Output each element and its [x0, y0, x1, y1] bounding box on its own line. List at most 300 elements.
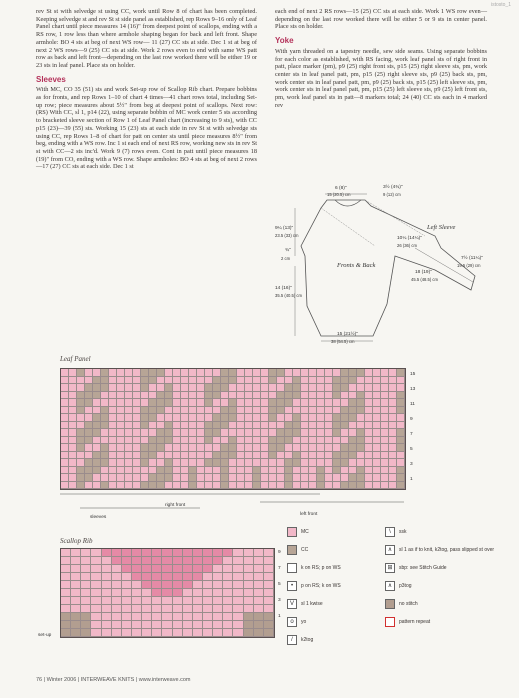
chart-cell: [373, 384, 381, 392]
chart-cell: [285, 414, 293, 422]
chart-cell: [183, 565, 193, 573]
chart-cell: [277, 369, 285, 377]
chart-cell: [341, 482, 349, 490]
chart-cell: [157, 474, 165, 482]
chart-cell: [389, 482, 397, 490]
chart-cell: [93, 414, 101, 422]
chart-cell: [254, 613, 264, 621]
chart-cell: [357, 474, 365, 482]
chart-cell: [61, 613, 71, 621]
chart-cell: [223, 597, 233, 605]
chart-cell: [91, 629, 101, 637]
chart-cell: [91, 549, 101, 557]
chart-cell: [203, 597, 213, 605]
chart-cell: [285, 459, 293, 467]
chart-cell: [173, 444, 181, 452]
chart-cell: [397, 474, 405, 482]
chart-cell: [317, 444, 325, 452]
chart-cell: [77, 467, 85, 475]
chart-cell: [183, 613, 193, 621]
chart-cell: [389, 392, 397, 400]
chart-cell: [277, 474, 285, 482]
chart-cell: [357, 452, 365, 460]
chart-cell: [183, 605, 193, 613]
chart-cell: [122, 629, 132, 637]
chart-cell: [173, 549, 183, 557]
chart-cell: [269, 369, 277, 377]
chart-cell: [221, 422, 229, 430]
chart-cell: [133, 392, 141, 400]
chart-cell: [173, 629, 183, 637]
chart-cell: [205, 369, 213, 377]
chart-cell: [141, 452, 149, 460]
chart-cell: [341, 444, 349, 452]
chart-cell: [253, 399, 261, 407]
chart-cell: [237, 407, 245, 415]
chart-cell: [397, 429, 405, 437]
chart-cell: [173, 605, 183, 613]
chart-cell: [69, 422, 77, 430]
chart-cell: [285, 422, 293, 430]
chart-cell: [69, 414, 77, 422]
chart-cell: [197, 399, 205, 407]
chart-cell: [61, 437, 69, 445]
chart-cell: [157, 452, 165, 460]
chart-cell: [85, 482, 93, 490]
legend-swatch: ∧: [385, 581, 395, 591]
row-number: 1: [278, 614, 281, 619]
chart-cell: [61, 429, 69, 437]
chart-cell: [117, 384, 125, 392]
chart-cell: [157, 369, 165, 377]
chart-cell: [233, 565, 243, 573]
legend-label: p3tog: [399, 583, 412, 589]
chart-cell: [205, 422, 213, 430]
chart-cell: [61, 581, 71, 589]
chart-cell: [112, 613, 122, 621]
chart-cell: [85, 399, 93, 407]
chart-cell: [93, 422, 101, 430]
chart-cell: [109, 392, 117, 400]
chart-cell: [162, 597, 172, 605]
chart-cell: [157, 392, 165, 400]
chart-cell: [122, 613, 132, 621]
chart-cell: [117, 422, 125, 430]
chart-cell: [203, 581, 213, 589]
chart-cell: [165, 429, 173, 437]
chart-cell: [264, 581, 274, 589]
chart-cell: [102, 557, 112, 565]
legend-swatch: \: [385, 527, 395, 537]
chart-cell: [71, 613, 81, 621]
chart-cell: [221, 384, 229, 392]
chart-cell: [61, 573, 71, 581]
chart-cell: [141, 407, 149, 415]
chart-cell: [349, 369, 357, 377]
chart-cell: [152, 613, 162, 621]
chart-cell: [165, 392, 173, 400]
chart-cell: [197, 369, 205, 377]
chart-cell: [365, 429, 373, 437]
legend-swatch: [287, 527, 297, 537]
chart-cell: [301, 399, 309, 407]
chart-cell: [183, 589, 193, 597]
chart-cell: [181, 482, 189, 490]
chart-cell: [205, 429, 213, 437]
chart-cell: [389, 422, 397, 430]
chart-cell: [61, 621, 71, 629]
chart-cell: [229, 474, 237, 482]
chart-cell: [102, 597, 112, 605]
chart-cell: [373, 452, 381, 460]
chart-cell: [357, 407, 365, 415]
chart-cell: [381, 392, 389, 400]
chart-cell: [237, 384, 245, 392]
chart-cell: [293, 414, 301, 422]
chart-cell: [229, 422, 237, 430]
chart-cell: [61, 444, 69, 452]
chart-cell: [253, 377, 261, 385]
chart-cell: [301, 407, 309, 415]
chart-cell: [189, 392, 197, 400]
chart-cell: [71, 573, 81, 581]
chart-cell: [245, 474, 253, 482]
chart-cell: [93, 452, 101, 460]
chart-cell: [162, 613, 172, 621]
chart-cell: [245, 429, 253, 437]
chart-cell: [203, 605, 213, 613]
chart-cell: [389, 452, 397, 460]
row-number: 15: [410, 372, 416, 377]
chart-cell: [173, 437, 181, 445]
chart-cell: [61, 459, 69, 467]
chart-cell: [301, 452, 309, 460]
chart-cell: [133, 377, 141, 385]
chart-cell: [285, 444, 293, 452]
chart-cell: [181, 369, 189, 377]
chart-cell: [264, 629, 274, 637]
chart-cell: [301, 459, 309, 467]
chart-cell: [301, 482, 309, 490]
chart-cell: [112, 621, 122, 629]
chart-cell: [269, 444, 277, 452]
chart-cell: [193, 597, 203, 605]
chart-cell: [397, 437, 405, 445]
schematic-body-length-cm: 35.5 (40.5) cm: [275, 293, 302, 298]
chart-cell: [233, 597, 243, 605]
chart-cell: [117, 369, 125, 377]
chart-cell: [141, 414, 149, 422]
chart-cell: [91, 581, 101, 589]
chart-cell: [253, 414, 261, 422]
chart-cell: [229, 377, 237, 385]
chart-cell: [117, 444, 125, 452]
chart-cell: [269, 384, 277, 392]
chart-cell: [349, 437, 357, 445]
chart-cell: [301, 437, 309, 445]
right-paragraph-1: each end of next 2 RS rows—15 (25) CC sts at each side. Work 1 WS row even—depending on the last row worked there will be either 5 or 9 sts in center panel. Place sts on holder.: [275, 8, 487, 31]
chart-cell: [365, 467, 373, 475]
chart-cell: [91, 573, 101, 581]
chart-cell: [189, 407, 197, 415]
chart-cell: [189, 482, 197, 490]
chart-cell: [91, 557, 101, 565]
chart-cell: [365, 459, 373, 467]
chart-cell: [109, 384, 117, 392]
left-paragraph-2: With MC, CO 35 (51) sts and work Set-up row of Scallop Rib chart. Prepare bobbins as for fronts, and rep Rows 1–10 of chart 4 times—41 chart rows total, including Set-up row; piece measures about 5½" from beg at deepest point of scallops. Next row: (RS) With CC, sl 1, p14 (22), using separate bobbin of MC work center 5 sts according to bracketed sleeve section of Row 1 of Leaf Panel chart (increasing to 9 sts), with CC p15 (23)—39 (55) sts. Working 15 (23) sts at each side in rev St st with selvedge sts using CC, rep Rows 1–8 of chart for patt on center sts until piece measures 8½" from beg, ending with a WS row. Inc 1 st each end of next RS row, working new sts in rev St st with CC—2 sts inc'd. Work 9 (7) rows even. Cont in patt until piece measures 18 (19)" from CO, ending with a WS row. Shape armholes: BO 4 sts at beg of next 2 rows—17 (27) CC sts at each side. Dec 1 st: [36, 86, 257, 171]
chart-cell: [221, 377, 229, 385]
schematic-neck-drop-cm: 9 (12) cm: [383, 192, 401, 197]
chart-cell: [293, 474, 301, 482]
chart-cell: [61, 589, 71, 597]
chart-cell: [389, 369, 397, 377]
sleeves-heading: Sleeves: [36, 74, 66, 84]
chart-cell: [293, 377, 301, 385]
chart-cell: [389, 444, 397, 452]
chart-cell: [317, 399, 325, 407]
schematic-shoulder-cm: 2 cm: [281, 256, 291, 261]
chart-cell: [77, 482, 85, 490]
chart-cell: [112, 605, 122, 613]
legend-label: yo: [301, 619, 307, 625]
chart-cell: [125, 422, 133, 430]
chart-cell: [197, 452, 205, 460]
chart-cell: [261, 482, 269, 490]
chart-cell: [69, 467, 77, 475]
chart-cell: [77, 414, 85, 422]
chart-cell: [237, 437, 245, 445]
chart-cell: [341, 467, 349, 475]
chart-cell: [341, 369, 349, 377]
chart-cell: [229, 459, 237, 467]
chart-cell: [181, 407, 189, 415]
chart-cell: [373, 474, 381, 482]
leaf-sleeves-label: sleeves: [90, 515, 107, 520]
left-paragraph-1: rev St st with selvedge st using CC, work until Row 8 of chart has been completed. Keeping selvedge st and rev St st side panel as established, rep Rows 9–16 only of Leaf Panel chart until piece measures 14 (16)" from deepest point of scallops, ending with a RS row, 1 row less than where armhole shaping began for back and left front. Shape armhole: BO 4 sts at beg of next WS row— 11 (27) CC sts at side. Dec 1 st at beg of next 2 WS rows—9 (25) CC sts at side. Work 2 rows even to end with same WS patt row as back and left front—depending on the last row worked there will be either 19 or 23 sts in leaf panel. Place sts on holder.: [36, 8, 257, 69]
chart-cell: [244, 573, 254, 581]
chart-cell: [264, 613, 274, 621]
chart-cell: [181, 392, 189, 400]
chart-cell: [373, 377, 381, 385]
schematic-sleeve-length: 18 (19)": [415, 270, 432, 275]
legend-label: ssk: [399, 529, 407, 535]
chart-cell: [397, 377, 405, 385]
chart-cell: [61, 414, 69, 422]
chart-cell: [125, 444, 133, 452]
left-text-column: [36, 8, 257, 171]
chart-cell: [193, 565, 203, 573]
legend-swatch: ⊞: [385, 563, 395, 573]
chart-cell: [189, 377, 197, 385]
schematic-hem-width-cm: 38 (54.5) cm: [331, 339, 355, 344]
chart-cell: [142, 613, 152, 621]
chart-cell: [349, 482, 357, 490]
chart-cell: [189, 422, 197, 430]
chart-cell: [381, 422, 389, 430]
chart-cell: [149, 422, 157, 430]
chart-cell: [349, 429, 357, 437]
chart-cell: [133, 452, 141, 460]
chart-cell: [213, 414, 221, 422]
chart-cell: [223, 629, 233, 637]
chart-cell: [81, 573, 91, 581]
chart-cell: [237, 414, 245, 422]
chart-cell: [333, 482, 341, 490]
chart-cell: [101, 369, 109, 377]
schematic-cuff-cm: 19.5 (29) cm: [457, 263, 481, 268]
chart-cell: [125, 474, 133, 482]
legend-item: [287, 599, 381, 609]
chart-cell: [254, 605, 264, 613]
legend-item: [385, 617, 495, 627]
chart-cell: [162, 605, 172, 613]
chart-cell: [157, 399, 165, 407]
chart-cell: [165, 437, 173, 445]
chart-cell: [317, 384, 325, 392]
chart-cell: [101, 452, 109, 460]
chart-cell: [157, 429, 165, 437]
chart-cell: [317, 482, 325, 490]
chart-cell: [189, 467, 197, 475]
chart-cell: [101, 414, 109, 422]
legend-item: [385, 563, 495, 573]
chart-cell: [357, 437, 365, 445]
chart-cell: [397, 459, 405, 467]
chart-cell: [152, 565, 162, 573]
chart-cell: [285, 437, 293, 445]
chart-cell: [157, 407, 165, 415]
chart-cell: [165, 407, 173, 415]
chart-cell: [285, 392, 293, 400]
chart-cell: [69, 474, 77, 482]
chart-cell: [357, 429, 365, 437]
chart-cell: [141, 482, 149, 490]
right-paragraph-2: With yarn threaded on a tapestry needle, sew side seams. Using separate bobbins for each color as established, with RS facing, work leaf panel sts of right front in patt, place marker (pm), p9 (25) right front sts, p15 (25) right sleeve sts, pm, work center sts in leaf panel patt, pm, p15 (25) right sleeve sts, p9 (25) back sts, pm, work center sts in leaf panel patt, pm, p9 (25) back sts, p15 (25) left sleeve sts, pm, work center sts in leaf panel patt, pm, p15 (25) left sleeve sts, p9 (25) left front sts, pm, work leaf panel sts in patt—8 markers total; 24 (40) CC sts each in 4 marked rev: [275, 47, 487, 109]
chart-cell: [277, 444, 285, 452]
row-number: 5: [278, 582, 281, 587]
chart-cell: [397, 392, 405, 400]
chart-cell: [142, 557, 152, 565]
chart-cell: [245, 459, 253, 467]
chart-cell: [205, 392, 213, 400]
chart-cell: [193, 589, 203, 597]
chart-cell: [173, 474, 181, 482]
chart-cell: [193, 549, 203, 557]
chart-cell: [189, 459, 197, 467]
chart-cell: [203, 629, 213, 637]
chart-cell: [81, 557, 91, 565]
chart-cell: [189, 452, 197, 460]
chart-cell: [152, 597, 162, 605]
chart-cell: [109, 369, 117, 377]
chart-cell: [357, 422, 365, 430]
chart-cell: [285, 482, 293, 490]
chart-cell: [162, 581, 172, 589]
chart-cell: [293, 437, 301, 445]
chart-cell: [101, 392, 109, 400]
row-number: 7: [410, 432, 413, 437]
chart-cell: [93, 399, 101, 407]
chart-cell: [397, 369, 405, 377]
chart-cell: [117, 377, 125, 385]
row-number: 9: [410, 417, 413, 422]
chart-cell: [157, 384, 165, 392]
row-number: 3: [278, 598, 281, 603]
chart-cell: [381, 369, 389, 377]
chart-cell: [77, 407, 85, 415]
chart-cell: [301, 392, 309, 400]
chart-cell: [93, 482, 101, 490]
chart-cell: [141, 377, 149, 385]
chart-cell: [69, 384, 77, 392]
chart-cell: [71, 581, 81, 589]
chart-cell: [71, 589, 81, 597]
chart-cell: [333, 399, 341, 407]
chart-cell: [141, 384, 149, 392]
chart-cell: [152, 621, 162, 629]
chart-cell: [197, 474, 205, 482]
chart-cell: [157, 459, 165, 467]
legend-item: [385, 599, 495, 609]
chart-cell: [181, 467, 189, 475]
chart-cell: [133, 437, 141, 445]
schematic-neck-drop: 3½ (4¾)": [383, 185, 403, 190]
chart-cell: [112, 597, 122, 605]
chart-cell: [349, 467, 357, 475]
chart-cell: [244, 597, 254, 605]
chart-cell: [229, 452, 237, 460]
legend-item: [385, 545, 495, 555]
chart-cell: [269, 437, 277, 445]
chart-cell: [309, 429, 317, 437]
chart-cell: [183, 621, 193, 629]
chart-cell: [357, 399, 365, 407]
chart-cell: [277, 467, 285, 475]
chart-cell: [181, 384, 189, 392]
chart-cell: [261, 474, 269, 482]
chart-cell: [285, 377, 293, 385]
chart-cell: [254, 557, 264, 565]
legend-label: k2tog: [301, 637, 314, 643]
chart-cell: [233, 629, 243, 637]
chart-cell: [381, 437, 389, 445]
chart-cell: [117, 414, 125, 422]
chart-cell: [203, 589, 213, 597]
chart-cell: [61, 407, 69, 415]
chart-cell: [133, 482, 141, 490]
chart-cell: [301, 444, 309, 452]
legend-swatch: [287, 545, 297, 555]
legend-label: sl 1 kwise: [301, 601, 323, 607]
chart-cell: [357, 377, 365, 385]
chart-cell: [373, 482, 381, 490]
chart-cell: [341, 392, 349, 400]
right-text-column: [275, 8, 487, 109]
chart-cell: [233, 613, 243, 621]
chart-cell: [81, 605, 91, 613]
chart-cell: [245, 452, 253, 460]
chart-cell: [244, 557, 254, 565]
chart-cell: [81, 613, 91, 621]
chart-cell: [381, 452, 389, 460]
chart-cell: [102, 573, 112, 581]
chart-cell: [77, 399, 85, 407]
chart-cell: [69, 407, 77, 415]
chart-cell: [193, 629, 203, 637]
chart-cell: [213, 369, 221, 377]
chart-cell: [203, 573, 213, 581]
chart-cell: [69, 429, 77, 437]
